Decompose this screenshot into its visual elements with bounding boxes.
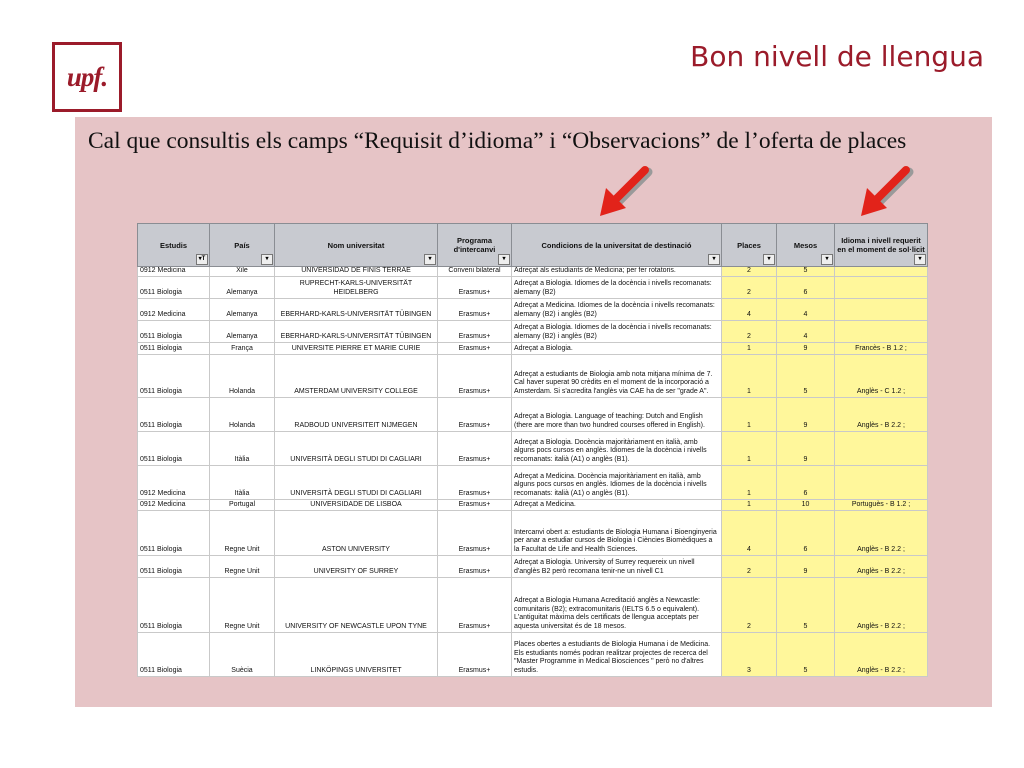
cell-places: 2 [722,578,777,633]
cell-estudis: 0511 Biologia [138,277,210,299]
cell-universitat: UNIVERSITÀ DEGLI STUDI DI CAGLIARI [275,432,438,466]
cell-condicions: Places obertes a estudiants de Biologia Humana i de Medicina. Els estudiants només podran realitzar projectes de recerca del "Master Programme in Medical Biosciences " però no d'altres estudis. [512,633,722,677]
cell-places: 1 [722,343,777,355]
cell-estudis: 0912 Medicina [138,500,210,511]
cell-condicions: Adreçat a Biologia. [512,343,722,355]
col-header-condicions: Condicions de la universitat de destinació ▾ [512,224,722,267]
cell-places: 4 [722,511,777,556]
cell-pais: Itàlia [210,432,275,466]
cell-mesos: 10 [777,500,835,511]
cell-estudis: 0511 Biologia [138,578,210,633]
cell-condicions: Adreçat a Medicina. Docència majoritàriament en italià, amb alguns pocs cursos en anglès. Idiomes de la docència i nivells recomanats: italià (A1) o anglès (B1). [512,466,722,500]
cell-mesos: 5 [777,267,835,277]
cell-condicions: Intercanvi obert a: estudiants de Biologia Humana i Bioenginyeria per anar a estudiar cursos de Biologia i Ciències Biomèdiques a la Facultat de Life and Health Sciences. [512,511,722,556]
cell-pais: Holanda [210,398,275,432]
cell-idioma [835,432,928,466]
cell-idioma: Anglès - B 2.2 ; [835,556,928,578]
intro-text: Cal que consultis els camps “Requisit d’idioma” i “Observacions” de l’oferta de places [88,128,907,154]
cell-idioma: Anglès - C 1.2 ; [835,355,928,398]
cell-universitat: UNIVERSITY OF SURREY [275,556,438,578]
cell-places: 1 [722,500,777,511]
filter-button[interactable]: ▾ [708,254,720,265]
cell-programa: Erasmus+ [438,511,512,556]
cell-places: 4 [722,299,777,321]
cell-places: 1 [722,398,777,432]
cell-condicions: Adreçat a Biologia. Idiomes de la docència i nivells recomanats: alemany (B2) [512,277,722,299]
cell-condicions: Adreçat a Biologia. Docència majoritàriament en italià, amb alguns pocs cursos en anglès. Idiomes de la docència i nivells recomanats: italià (A1) o anglès (B1). [512,432,722,466]
logo-text: upf. [66,61,108,92]
filter-button[interactable]: ▾ [763,254,775,265]
cell-places: 1 [722,466,777,500]
cell-mesos: 5 [777,633,835,677]
table-row [138,578,928,633]
cell-idioma: Anglès - B 2.2 ; [835,633,928,677]
cell-programa: Erasmus+ [438,556,512,578]
cell-universitat: UNIVERSITÀ DEGLI STUDI DI CAGLIARI [275,466,438,500]
cell-mesos: 9 [777,343,835,355]
cell-mesos: 9 [777,556,835,578]
cell-places: 3 [722,633,777,677]
cell-idioma [835,321,928,343]
slide-title: Bon nivell de llengua [690,40,984,73]
cell-condicions: Adreçat a Medicina. [512,500,722,511]
cell-pais: Regne Unit [210,511,275,556]
cell-programa: Erasmus+ [438,299,512,321]
cell-estudis: 0912 Medicina [138,267,210,277]
arrow-down-left-icon-2 [857,164,921,224]
cell-mesos: 6 [777,466,835,500]
cell-universitat: UNIVERSIDAD DE FINIS TERRAE [275,267,438,277]
cell-idioma: Portuguès - B 1.2 ; [835,500,928,511]
table-row [138,466,928,500]
cell-condicions: Adreçat a Biologia Humana Acreditació anglès a Newcastle: comunitaris (B2); extracomunitaris (IELTS 6.5 o equivalent). L'antiguitat màxima dels certificats de llengua acceptats per aquesta universitat és de 18 mesos. [512,578,722,633]
cell-estudis: 0912 Medicina [138,466,210,500]
cell-estudis: 0511 Biologia [138,355,210,398]
table-row [138,511,928,556]
cell-programa: Erasmus+ [438,343,512,355]
cell-estudis: 0511 Biologia [138,343,210,355]
cell-pais: Portugal [210,500,275,511]
table-row [138,355,928,398]
cell-universitat: UNIVERSIDADE DE LISBOA [275,500,438,511]
cell-mesos: 5 [777,578,835,633]
cell-places: 2 [722,267,777,277]
cell-universitat: EBERHARD-KARLS-UNIVERSITÄT TÜBINGEN [275,299,438,321]
cell-idioma [835,267,928,277]
cell-condicions: Adreçat a estudiants de Biologia amb nota mitjana mínima de 7. Cal haver superat 90 crèdits en el moment de la incorporació a Amsterdam. Si s'acredita l'anglès via CAE ha de ser "grade A". [512,355,722,398]
cell-universitat: RADBOUD UNIVERSITEIT NIJMEGEN [275,398,438,432]
cell-universitat: LINKÖPINGS UNIVERSITET [275,633,438,677]
cell-programa: Erasmus+ [438,432,512,466]
cell-pais: Alemanya [210,277,275,299]
cell-places: 2 [722,321,777,343]
col-header-universitat: Nom universitat ▾ [275,224,438,267]
cell-mesos: 4 [777,321,835,343]
upf-logo [52,42,122,112]
cell-estudis: 0511 Biologia [138,321,210,343]
cell-mesos: 9 [777,398,835,432]
cell-condicions: Adreçat a Medicina. Idiomes de la docència i nivells recomanats: alemany (B2) i anglès (B2) [512,299,722,321]
cell-programa: Erasmus+ [438,277,512,299]
cell-programa: Erasmus+ [438,578,512,633]
table-row [138,556,928,578]
cell-universitat: RUPRECHT-KARLS-UNIVERSITÄT HEIDELBERG [275,277,438,299]
cell-programa: Erasmus+ [438,355,512,398]
cell-estudis: 0511 Biologia [138,432,210,466]
cell-estudis: 0511 Biologia [138,633,210,677]
table-row [138,277,928,299]
cell-universitat: EBERHARD-KARLS-UNIVERSITÄT TÜBINGEN [275,321,438,343]
cell-places: 2 [722,277,777,299]
filter-button[interactable]: ▾T [196,254,208,265]
cell-estudis: 0912 Medicina [138,299,210,321]
col-header-mesos: Mesos ▾ [777,224,835,267]
cell-idioma: Francès - B 1.2 ; [835,343,928,355]
filter-button[interactable]: ▾ [498,254,510,265]
table-row [138,398,928,432]
table-row [138,432,928,466]
cell-idioma [835,466,928,500]
table-row [138,633,928,677]
cell-estudis: 0511 Biologia [138,398,210,432]
filter-button[interactable]: ▾ [914,254,926,265]
cell-mesos: 9 [777,432,835,466]
cell-idioma: Anglès - B 2.2 ; [835,511,928,556]
cell-programa: Erasmus+ [438,321,512,343]
cell-condicions: Adreçat a Biologia. Idiomes de la docència i nivells recomanats: alemany (B2) i anglès (B2) [512,321,722,343]
cell-pais: Regne Unit [210,556,275,578]
col-header-pais: País ▾ [210,224,275,267]
cell-pais: Regne Unit [210,578,275,633]
cell-universitat: ASTON UNIVERSITY [275,511,438,556]
table-row [138,343,928,355]
cell-mesos: 6 [777,511,835,556]
cell-places: 1 [722,432,777,466]
cell-estudis: 0511 Biologia [138,556,210,578]
cell-universitat: UNIVERSITE PIERRE ET MARIE CURIE [275,343,438,355]
cell-mesos: 4 [777,299,835,321]
cell-pais: Alemanya [210,321,275,343]
cell-idioma: Anglès - B 2.2 ; [835,398,928,432]
cell-universitat: AMSTERDAM UNIVERSITY COLLEGE [275,355,438,398]
arrow-down-left-icon-1 [596,164,660,224]
cell-places: 1 [722,355,777,398]
cell-condicions: Adreçat als estudiants de Medicina; per fer rotatoris. [512,267,722,277]
cell-condicions: Adreçat a Biologia. University of Surrey requereix un nivell d'anglès B2 però recomana tenir-ne un nivell C1 [512,556,722,578]
cell-programa: Erasmus+ [438,398,512,432]
table-row [138,267,928,277]
cell-programa: Erasmus+ [438,500,512,511]
cell-pais: Suècia [210,633,275,677]
cell-pais: Xile [210,267,275,277]
col-header-programa: Programa d'intercanvi ▾ [438,224,512,267]
table-row [138,500,928,511]
cell-pais: Alemanya [210,299,275,321]
cell-pais: Holanda [210,355,275,398]
cell-idioma [835,277,928,299]
header-row [138,224,928,267]
places-table [137,223,928,677]
filter-button[interactable]: ▾ [261,254,273,265]
cell-pais: França [210,343,275,355]
filter-button[interactable]: ▾ [424,254,436,265]
cell-idioma [835,299,928,321]
col-header-places: Places ▾ [722,224,777,267]
cell-programa: Conveni bilateral [438,267,512,277]
cell-pais: Itàlia [210,466,275,500]
cell-mesos: 5 [777,355,835,398]
cell-programa: Erasmus+ [438,466,512,500]
table-row [138,321,928,343]
cell-idioma: Anglès - B 2.2 ; [835,578,928,633]
cell-condicions: Adreçat a Biologia. Language of teaching: Dutch and English (there are more than two hundred courses offered in English). [512,398,722,432]
cell-estudis: 0511 Biologia [138,511,210,556]
cell-universitat: UNIVERSITY OF NEWCASTLE UPON TYNE [275,578,438,633]
cell-mesos: 6 [777,277,835,299]
col-header-estudis: Estudis ▾T [138,224,210,267]
filter-button[interactable]: ▾ [821,254,833,265]
cell-places: 2 [722,556,777,578]
table-row [138,299,928,321]
col-header-idioma: Idioma i nivell requerit en el moment de sol·licit ▾ [835,224,928,267]
cell-programa: Erasmus+ [438,633,512,677]
